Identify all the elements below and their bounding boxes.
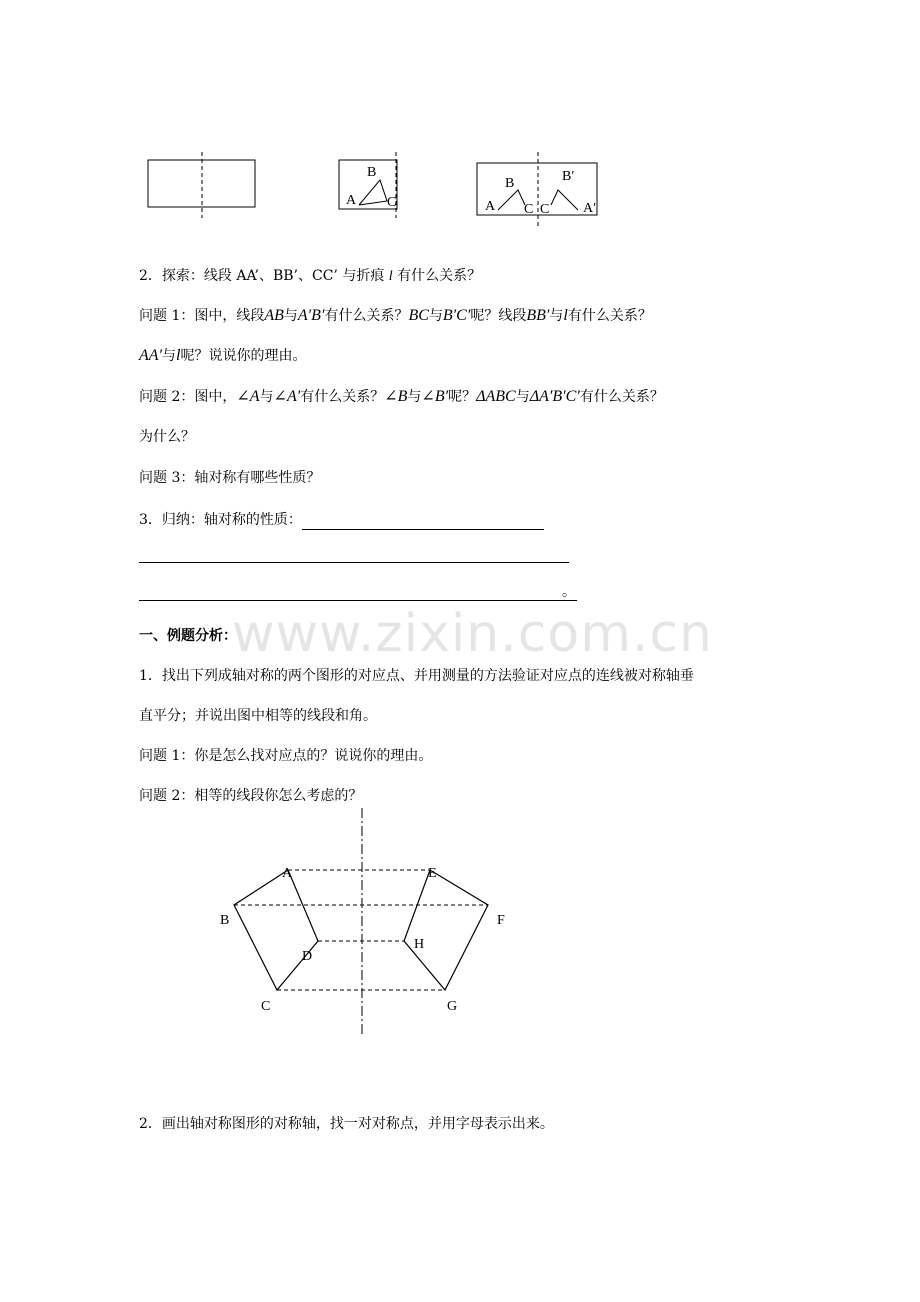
- label-a-right: A′: [583, 201, 597, 216]
- example2-text: 2．画出轴对称图形的对称轴，找一对对称点，并用字母表示出来。: [139, 1116, 554, 1132]
- answer-blank-2[interactable]: [139, 562, 569, 563]
- example1-question1: 问题 1：你是怎么找对应点的？说说你的理由。: [139, 748, 433, 764]
- section2-title: 2．探索：线段 AA’、BB’、CC’ 与折痕 l 有什么关系？: [139, 268, 482, 284]
- label-D: D: [302, 949, 313, 964]
- label-B: B: [220, 913, 230, 928]
- answer-blank-3[interactable]: [139, 600, 577, 601]
- label-F: F: [497, 913, 505, 928]
- example1-line1: 1．找出下列成轴对称的两个图形的对应点、并用测量的方法验证对应点的连线被对称轴垂: [139, 668, 694, 684]
- label-a: A: [346, 193, 357, 208]
- label-G: G: [447, 999, 458, 1014]
- label-c-left: C: [524, 202, 534, 217]
- section3-end-mark: 。: [562, 584, 576, 600]
- section2-question1-cont: AA′与l呢？说说你的理由。: [139, 347, 307, 364]
- label-E: E: [428, 866, 437, 881]
- label-H: H: [414, 937, 425, 952]
- section2-question2: 问题 2：图中，∠A与∠A′有什么关系？∠B与∠B′呢？ΔABC与ΔA′B′C′有什么关系？: [139, 388, 664, 405]
- example1-question2: 问题 2：相等的线段你怎么考虑的？: [139, 788, 363, 804]
- triangle-abc: [359, 180, 387, 205]
- section3-title: 3．归纳：轴对称的性质：: [139, 510, 544, 530]
- label-a-left: A: [485, 199, 496, 214]
- label-A: A: [282, 866, 293, 881]
- watermark: www.zixin.com.cn: [232, 604, 713, 664]
- section2-question3: 问题 3：轴对称有哪些性质？: [139, 470, 321, 486]
- section2-question2-cont: 为什么？: [139, 429, 195, 445]
- label-c-right: C: [540, 202, 550, 217]
- triangle-abc-left: [498, 190, 525, 210]
- label-b: B: [367, 165, 377, 180]
- examples-heading: 一、例题分析：: [139, 628, 237, 644]
- label-b-right: B′: [562, 169, 575, 184]
- symmetry-figure: [0, 800, 920, 1045]
- right-shape: [404, 870, 488, 990]
- answer-blank-1[interactable]: [302, 515, 544, 530]
- label-b-left: B: [505, 176, 515, 191]
- left-shape: [234, 870, 318, 990]
- label-C: C: [261, 999, 271, 1014]
- example1-line2: 直平分；并说出图中相等的线段和角。: [139, 708, 377, 724]
- fold-figures: [0, 140, 920, 230]
- section2-question1: 问题 1：图中，线段AB与A′B′有什么关系？BC与B′C′呢？线段BB′与l有什么关系？: [139, 307, 652, 324]
- triangle-abc-right: [551, 190, 578, 210]
- label-c: C: [387, 195, 397, 210]
